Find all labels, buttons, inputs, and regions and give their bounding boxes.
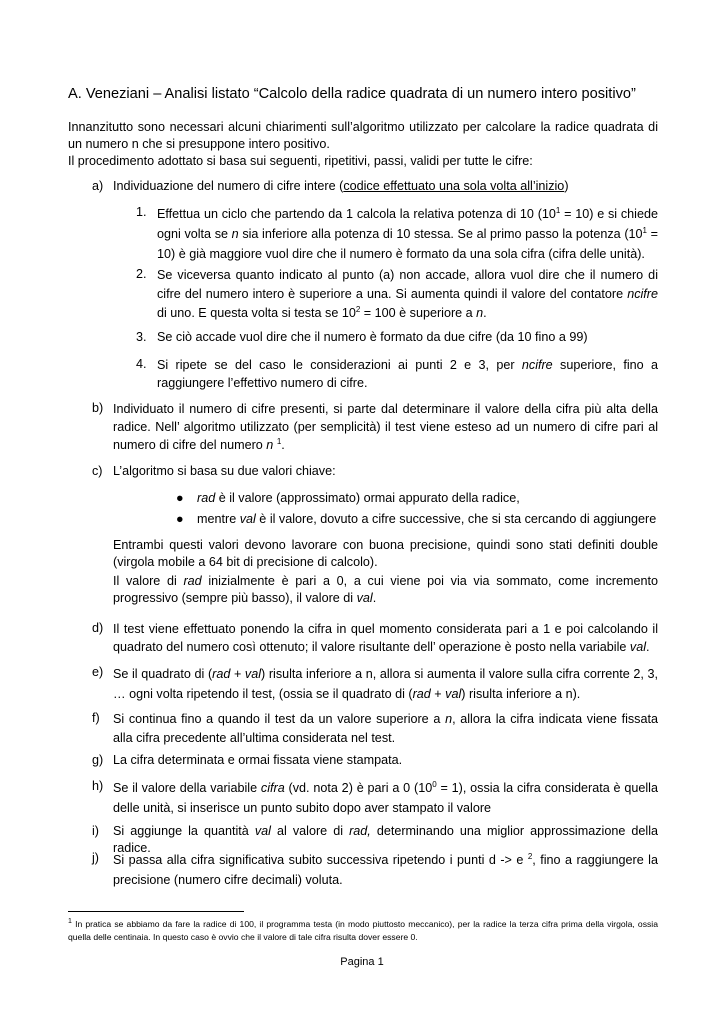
var-n: n	[231, 227, 239, 241]
bullet-rad	[176, 490, 658, 507]
var-n: n	[445, 712, 453, 726]
item-f	[92, 710, 658, 748]
item-text: Si aggiunge la quantità	[113, 824, 255, 838]
item-h	[92, 778, 658, 818]
var-n: n	[266, 438, 274, 452]
punct: .	[372, 591, 377, 605]
document-title: A. Veneziani – Analisi listato “Calcolo della radice quadrata di un numero intero positivo”	[68, 86, 636, 102]
footnote-ref: 2	[527, 851, 533, 861]
step-number: 4.	[136, 357, 147, 371]
item-text: L’algoritmo si basa su due valori chiave:	[113, 464, 336, 478]
step-3	[136, 329, 658, 346]
var-val: val	[239, 512, 256, 526]
footnote-ref: 1	[276, 436, 282, 446]
step-number: 1.	[136, 205, 147, 219]
para-text: Il valore di	[113, 574, 184, 588]
item-text: , allora la cifra indicata viene fissata alla cifra precedente all’ultima considerata nel test.	[113, 712, 658, 745]
var-rad: rad	[183, 574, 202, 588]
step-text: = 10) è già maggiore vuol dire che il numero è formato da una sola cifra (cifra delle unità).	[157, 227, 658, 261]
step-text: Se ciò accade vuol dire che il numero è formato da due cifre (da 10 fino a 99)	[157, 330, 588, 344]
item-label: f)	[92, 711, 100, 725]
step-text: sia inferiore alla potenza di 10 stessa. Se al primo passo la potenza (10	[238, 227, 643, 241]
step-text: = 10) e si chiede ogni volta se	[157, 207, 658, 241]
var-val: val	[254, 824, 271, 838]
step-number: 2.	[136, 267, 147, 281]
item-text: determinando una miglior approssimazione della radice.	[113, 824, 658, 855]
item-j	[92, 850, 658, 890]
item-label: j)	[92, 851, 99, 865]
item-text: Si passa alla cifra significativa subito successiva ripetendo i punti d -> e	[113, 853, 528, 867]
item-label: h)	[92, 779, 104, 793]
item-label: c)	[92, 464, 103, 478]
item-text: al valore di	[270, 824, 350, 838]
bullet-text: mentre	[197, 512, 240, 526]
paren: )	[564, 179, 569, 193]
footnote-text: In pratica se abbiamo da fare la radice di 100, il programma testa (in modo piuttosto meccanico), per la radice la terza cifra prima della virgola, ossia quella delle centinaia. In questo caso è ovvio che il valore di tale cifra risulta dover essere 0.	[68, 919, 658, 942]
bullet-text: è il valore (approssimato) ormai appurato della radice,	[215, 491, 520, 505]
item-text: Il test viene effettuato ponendo la cifra in quel momento considerata pari a 1 e poi calcolando il quadrato del numero così ottenuto; il valore risultante dell’ operazione è posto nella variabile	[113, 622, 658, 654]
var-rad: rad	[212, 667, 231, 681]
punct: .	[281, 438, 285, 452]
para-text: inizialmente è pari a 0, a cui viene poi via via sommato, come incremento progressivo (sempre più basso), il valore di	[113, 574, 658, 605]
step-text: superiore, fino a raggiungere l’effettivo numero di cifre.	[157, 358, 658, 390]
superscript: 1	[555, 205, 561, 215]
item-label: b)	[92, 401, 104, 415]
var-rad: rad	[412, 687, 431, 701]
item-b	[92, 400, 658, 454]
item-text: , fino a raggiungere la precisione (numero cifre decimali) voluta.	[113, 853, 658, 887]
item-text: Se il quadrato di (	[113, 667, 213, 681]
c-paragraph-1: Entrambi questi valori devono lavorare con buona precisione, quindi sono stati definiti double (virgola mobile a 64 bit di precisione di calcolo).	[113, 538, 658, 569]
underlined-note: codice effettuato una sola volta all’inizio	[343, 179, 565, 193]
bullet-val	[176, 511, 658, 528]
item-g	[92, 752, 658, 769]
step-text: di uno. E questa volta si testa se 10	[157, 306, 356, 320]
item-text: Si continua fino a quando il test da un valore superiore a	[113, 712, 446, 726]
intro-procedure-line: Il procedimento adottato si basa sui seguenti, ripetitivi, passi, validi per tutte le cifre:	[68, 154, 533, 168]
step-number: 3.	[136, 330, 147, 344]
step-text: Effettua un ciclo che partendo da 1 calcola la relativa potenza di 10 (10	[157, 207, 556, 221]
var-cifra: cifra	[260, 781, 285, 795]
var-val: val	[356, 591, 373, 605]
intro-paragraph: Innanzitutto sono necessari alcuni chiarimenti sull’algoritmo utilizzato per calcolare la radice quadrata di un numero n che si presuppone intero positivo.	[68, 120, 658, 151]
var-n: n	[476, 306, 484, 320]
c-paragraph-2	[113, 573, 658, 607]
item-text: Individuato il numero di cifre presenti, si parte dal determinare il valore della cifra più alta della radice. Nell’ algoritmo utilizzato (per semplicità) il test viene esteso ad un numero di cifre pari al numero di cifre del numero	[113, 402, 658, 452]
item-text: Se il valore della variabile	[113, 781, 261, 795]
item-text: Individuazione del numero di cifre intere (	[113, 179, 344, 193]
var-val: val	[629, 640, 647, 654]
step-text: Si ripete se del caso le considerazioni ai punti 2 e 3, per	[157, 358, 522, 372]
intro	[68, 119, 658, 170]
item-label: e)	[92, 665, 104, 679]
item-label: a)	[92, 179, 104, 193]
bullet-text: è il valore, dovuto a cifre successive, che si sta cercando di aggiungere	[255, 512, 657, 526]
bullet-icon: ●	[176, 512, 184, 526]
item-a	[92, 178, 658, 195]
step-4	[136, 356, 658, 392]
punct: .	[646, 640, 650, 654]
item-text: ) risulta inferiore a n, allora si aumenta il valore sulla cifra corrente 2, 3, … ogni volta ripetendo il test, (ossia se il quadrato di (	[113, 667, 658, 701]
superscript: 0	[432, 779, 437, 789]
item-label: g)	[92, 753, 104, 767]
footnote-separator	[68, 911, 244, 912]
item-label: i)	[92, 824, 99, 838]
var-rad: rad	[197, 491, 216, 505]
footnote	[68, 918, 658, 944]
var-rad: rad,	[349, 824, 371, 838]
item-text: = 1), ossia la cifra considerata è quella delle unità, si inserisce un punto subito dopo aver stampato il valore	[113, 781, 658, 815]
page-number: Pagina 1	[340, 956, 384, 968]
step-text: = 100 è superiore a	[360, 306, 477, 320]
item-text: ) risulta inferiore a n).	[461, 687, 581, 701]
punct: .	[483, 306, 487, 320]
item-text: La cifra determinata e ormai fissata viene stampata.	[113, 753, 403, 767]
item-label: d)	[92, 621, 104, 635]
item-c	[92, 463, 658, 480]
var-ncifre: ncifre	[521, 358, 553, 372]
item-e	[92, 664, 658, 704]
item-d	[92, 620, 658, 656]
step-2	[136, 266, 658, 323]
var-val: val	[445, 687, 462, 701]
step-1	[136, 204, 658, 264]
item-text: +	[430, 687, 446, 701]
item-text: (vd. nota 2) è pari a 0 (10	[284, 781, 433, 795]
superscript: 2	[355, 304, 361, 314]
var-val: val	[244, 667, 262, 681]
footnote-number: 1	[68, 918, 72, 926]
var-ncifre: ncifre	[627, 287, 658, 301]
superscript: 1	[642, 225, 647, 235]
bullet-icon: ●	[176, 491, 184, 505]
item-text: +	[230, 667, 245, 681]
step-text: Se viceversa quanto indicato al punto (a) non accade, allora vuol dire che il numero di cifre del numero intero è superiore a una. Si aumenta quindi il valore del contatore	[157, 268, 658, 301]
